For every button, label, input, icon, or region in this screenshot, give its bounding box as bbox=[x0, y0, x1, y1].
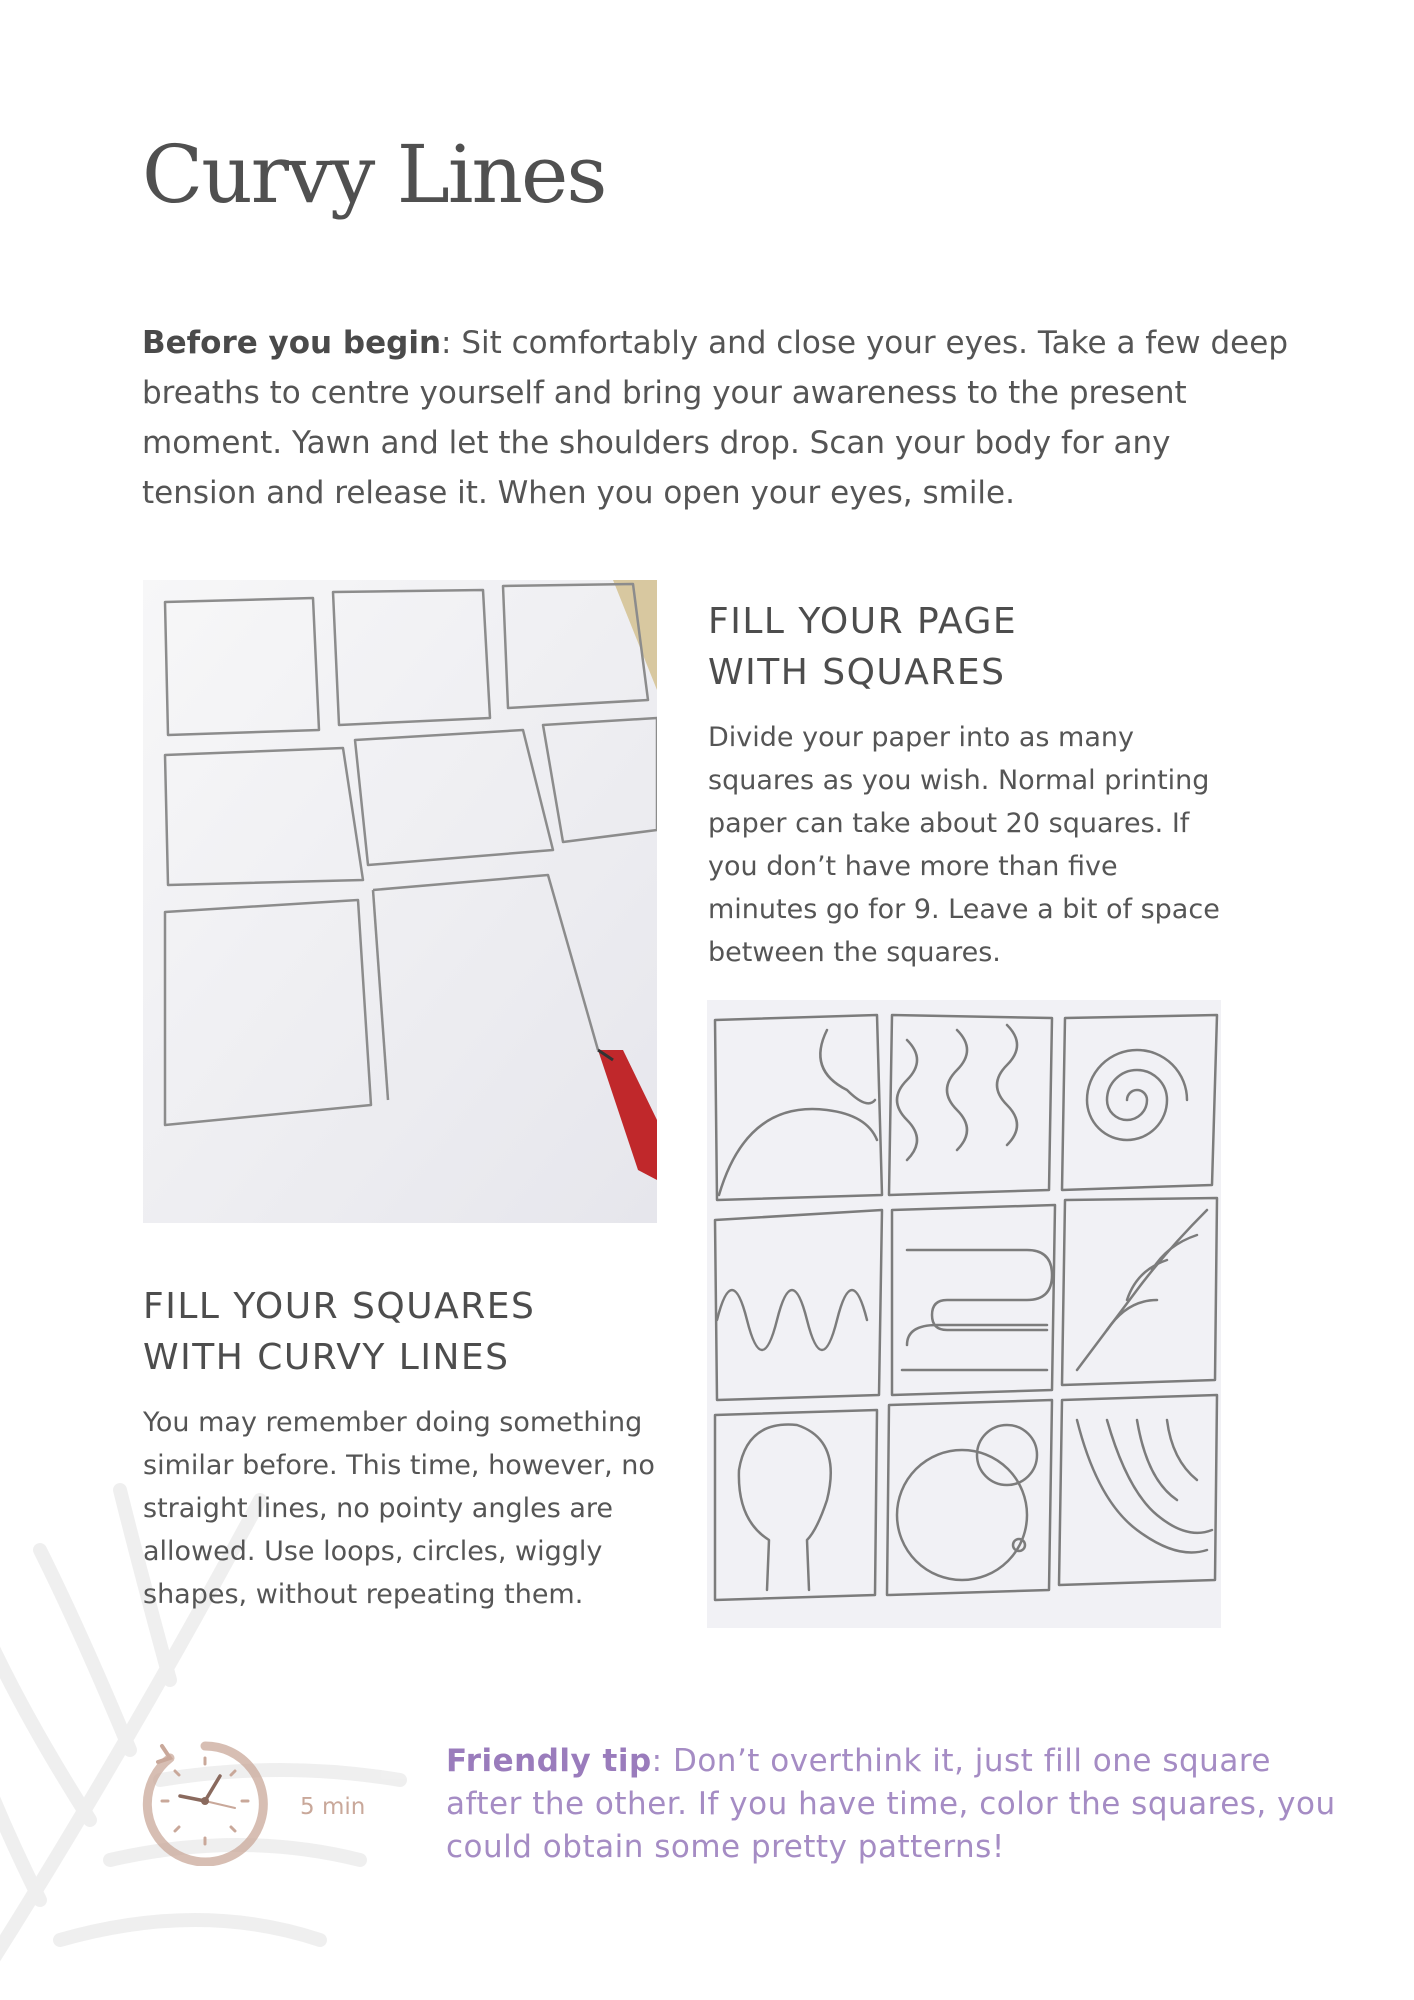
timer-duration: 5 min bbox=[300, 1794, 366, 1820]
step1-heading bbox=[708, 596, 1017, 698]
step2-heading bbox=[143, 1281, 535, 1383]
intro-text: : Sit comfortably and close your eyes. Take a few deep breaths to centre yourself and bring your awareness to the present moment. Yawn and let the shoulders drop. Scan your body for any tension and release it. When you open your eyes, smile. bbox=[142, 325, 1288, 511]
page-title: Curvy Lines bbox=[142, 128, 606, 221]
tip-text: : Don’t overthink it, just fill one square after the other. If you have time, color the squares, you could obtain some pretty patterns! bbox=[446, 1743, 1336, 1865]
step1-heading-line2: WITH SQUARES bbox=[708, 652, 1006, 693]
intro-paragraph bbox=[142, 318, 1292, 518]
stopwatch-icon bbox=[140, 1736, 270, 1866]
curvy-squares-photo bbox=[707, 1000, 1221, 1628]
tip-lead: Friendly tip bbox=[446, 1743, 652, 1779]
step2-text: You may remember doing something similar before. This time, however, no straight lines, no pointy angles are allowed. Use loops, circles, wiggly shapes, without repeating them. bbox=[143, 1407, 655, 1610]
step1-heading-line1: FILL YOUR PAGE bbox=[708, 601, 1018, 642]
intro-lead: Before you begin bbox=[142, 325, 442, 361]
squares-grid-photo bbox=[143, 580, 657, 1223]
step2-heading-line1: FILL YOUR SQUARES bbox=[143, 1286, 536, 1327]
step2-heading-line2: WITH CURVY LINES bbox=[143, 1337, 510, 1378]
friendly-tip bbox=[446, 1740, 1346, 1869]
step1-text: Divide your paper into as many squares as you wish. Normal printing paper can take about 20 squares. If you don’t have more than five minutes go for 9. Leave a bit of space between the squares. bbox=[708, 722, 1220, 968]
